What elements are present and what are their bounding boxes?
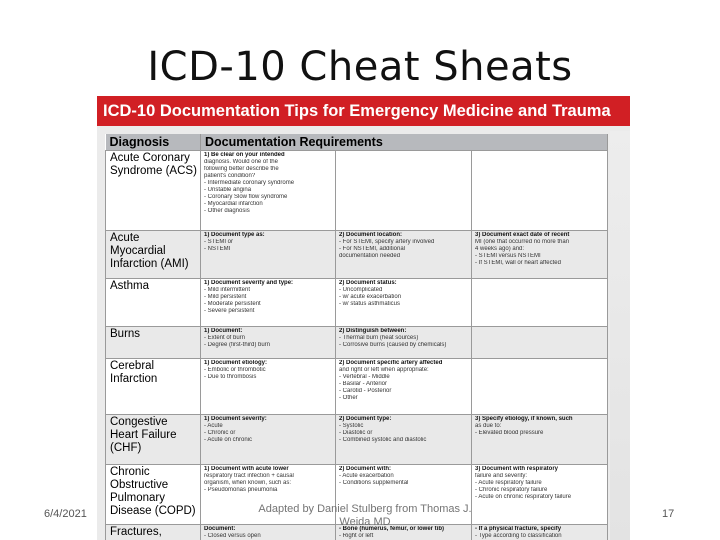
- requirement-line: - Basilar - Anterior: [339, 381, 388, 387]
- requirement-line: - Acute: [204, 423, 223, 429]
- requirement-line: - Moderate persistent: [204, 301, 261, 307]
- requirement-cell: [472, 359, 608, 415]
- requirement-line: - Acute exacerbation: [339, 473, 394, 479]
- requirement-cell: [336, 231, 472, 279]
- requirement-line: 2) Document location:: [339, 232, 403, 238]
- requirement-cell: [336, 359, 472, 415]
- requirement-cell: [336, 151, 472, 231]
- document-edge: [610, 131, 630, 540]
- requirement-line: - For NSTEMI, additional: [339, 246, 406, 252]
- requirement-cell: [472, 231, 608, 279]
- diagnosis-cell: Acute Coronary Syndrome (ACS): [106, 151, 201, 231]
- requirement-line: - For STEMI, specify artery involved: [339, 239, 435, 245]
- requirement-line: 1) Document:: [204, 328, 243, 334]
- requirement-line: - Other: [339, 395, 358, 401]
- requirement-line: 1) Document with acute lower: [204, 466, 289, 472]
- requirement-cell: [201, 359, 336, 415]
- requirement-line: - Acute on chronic: [204, 437, 253, 443]
- requirement-line: - Conditions supplemental: [339, 480, 409, 486]
- table-row: [106, 359, 608, 415]
- requirement-line: - Mild persistent: [204, 294, 247, 300]
- table-row: [106, 151, 608, 231]
- table-body: [106, 151, 608, 540]
- table-row: [106, 415, 608, 465]
- requirement-cell: [201, 279, 336, 327]
- slide-footer-credit: Adapted by Daniel Stulberg from Thomas J. Weida MD: [258, 503, 472, 528]
- requirement-line: - Mild intermittent: [204, 287, 251, 293]
- requirement-line: - Unstable angina: [204, 187, 252, 193]
- requirement-line: and right or left when appropriate:: [339, 367, 429, 373]
- requirement-line: 3) Specify etiology, if known, such: [475, 416, 573, 422]
- requirement-line: 1) Be clear on your intended: [204, 152, 285, 158]
- requirement-line: - Right or left: [339, 533, 374, 539]
- requirement-line: - Chronic respiratory failure: [475, 487, 548, 493]
- requirement-line: - Carotid - Posterior: [339, 388, 392, 394]
- requirement-line: - Corrosive burns (caused by chemicals): [339, 342, 447, 348]
- requirement-cell: [336, 415, 472, 465]
- requirement-cell: [472, 465, 608, 525]
- diagnosis-cell: Cerebral Infarction: [106, 359, 201, 415]
- requirement-line: - Diastolic or: [339, 430, 373, 436]
- slide-date: 6/4/2021: [44, 508, 87, 520]
- requirement-line: Document:: [204, 526, 236, 532]
- requirement-line: as due to:: [475, 423, 502, 429]
- requirement-line: - w/ status asthmaticus: [339, 301, 401, 307]
- requirement-line: 2) Document status:: [339, 280, 397, 286]
- slide-title: ICD-10 Cheat Sheats: [147, 44, 573, 90]
- requirement-line: 1) Document severity and type:: [204, 280, 294, 286]
- requirement-line: - STEMI or: [204, 239, 234, 245]
- diagnosis-cell: Acute Myocardial Infarction (AMI): [106, 231, 201, 279]
- document-banner: ICD-10 Documentation Tips for Emergency Medicine and Trauma: [97, 96, 630, 126]
- requirement-line: failure and severity:: [475, 473, 528, 479]
- requirement-line: respiratory tract infection + causal: [204, 473, 294, 479]
- requirements-header: Documentation Requirements: [201, 134, 608, 151]
- requirement-line: - Intermediate coronary syndrome: [204, 180, 295, 186]
- requirement-line: documentation needed: [339, 253, 401, 259]
- requirement-line: - Due to thrombosis: [204, 374, 257, 380]
- table-row: [106, 231, 608, 279]
- requirement-line: - Type according to classification: [475, 533, 562, 539]
- requirement-cell: [336, 327, 472, 359]
- requirement-line: - Embolic or thrombotic: [204, 367, 266, 373]
- requirement-line: organism, when known, such as:: [204, 480, 292, 486]
- requirement-line: 3) Document with respiratory: [475, 466, 559, 472]
- requirement-cell: [472, 415, 608, 465]
- requirement-cell: [201, 327, 336, 359]
- requirement-line: - Closed versus open: [204, 533, 261, 539]
- diagnosis-cell: Congestive Heart Failure (CHF): [106, 415, 201, 465]
- requirement-cell: [201, 415, 336, 465]
- diagnosis-cell: Burns: [106, 327, 201, 359]
- requirement-line: - Thermal burn (heat sources): [339, 335, 419, 341]
- requirement-line: - Myocardial infarction: [204, 201, 263, 207]
- requirement-cell: [472, 279, 608, 327]
- requirement-cell: [472, 327, 608, 359]
- requirement-line: 2) Distinguish between:: [339, 328, 407, 334]
- requirement-cell: [472, 151, 608, 231]
- table-header-row: [106, 134, 608, 151]
- requirement-line: 2) Document with:: [339, 466, 391, 472]
- requirement-line: 4 weeks ago) and:: [475, 246, 525, 252]
- requirement-line: - Other diagnosis: [204, 208, 250, 214]
- requirement-line: following better describe the: [204, 166, 279, 172]
- diagnosis-cell: Fractures,: [106, 525, 201, 540]
- diagnosis-cell: Asthma: [106, 279, 201, 327]
- table-row: [106, 279, 608, 327]
- requirement-line: - Coronary Slow flow syndrome: [204, 194, 288, 200]
- requirement-line: - Uncomplicated: [339, 287, 383, 293]
- requirement-line: 1) Document severity:: [204, 416, 267, 422]
- requirement-line: - Chronic or: [204, 430, 236, 436]
- requirement-line: 3) Document exact date of recent: [475, 232, 570, 238]
- requirement-line: - Acute on chronic respiratory failure: [475, 494, 572, 500]
- requirement-line: - Combined systolic and diastolic: [339, 437, 427, 443]
- requirement-line: 1) Document etiology:: [204, 360, 268, 366]
- documentation-table: [105, 134, 607, 540]
- requirement-cell: [201, 151, 336, 231]
- requirement-line: - Acute respiratory failure: [475, 480, 542, 486]
- requirement-line: - Bone (humerus, femur, or lower tib): [339, 526, 445, 532]
- requirement-line: - If STEMI, wall or heart affected: [475, 260, 561, 266]
- table-row: [106, 327, 608, 359]
- requirement-line: - w/ acute exacerbation: [339, 294, 402, 300]
- requirement-line: - If a physical fracture, specify: [475, 526, 562, 532]
- slide-page-number: 17: [662, 508, 675, 520]
- requirement-line: - Systolic: [339, 423, 364, 429]
- requirement-line: 1) Document type as:: [204, 232, 265, 238]
- requirement-line: patient's condition?: [204, 173, 256, 179]
- diagnosis-cell: Chronic Obstructive Pulmonary Disease (COPD): [106, 465, 201, 525]
- diagnosis-header: Diagnosis: [106, 134, 201, 151]
- requirement-cell: [201, 231, 336, 279]
- requirement-line: - Degree (first-third) burn: [204, 342, 271, 348]
- requirement-line: - STEMI versus NSTEMI: [475, 253, 541, 259]
- requirement-line: - Severe persistent: [204, 308, 255, 314]
- requirement-cell: [472, 525, 608, 540]
- requirement-line: - Vertebral - Middle: [339, 374, 390, 380]
- requirement-line: diagnosis. Would one of the: [204, 159, 278, 165]
- document-image: [97, 96, 630, 540]
- requirement-line: 2) Document type:: [339, 416, 392, 422]
- requirement-line: - Pseudomonas pneumonia: [204, 487, 278, 493]
- requirement-line: - Extent of burn: [204, 335, 246, 341]
- requirement-line: - NSTEMI: [204, 246, 231, 252]
- requirement-line: MI (one that occurred no more than: [475, 239, 570, 245]
- requirement-line: 2) Document specific artery affected: [339, 360, 443, 366]
- requirement-cell: [336, 279, 472, 327]
- requirement-line: - Elevated blood pressure: [475, 430, 544, 436]
